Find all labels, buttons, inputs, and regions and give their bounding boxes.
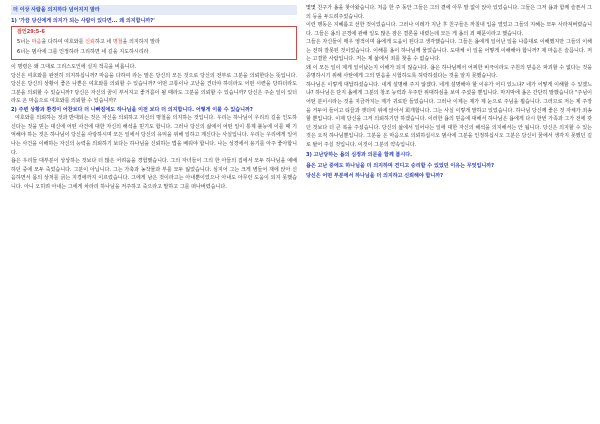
highlight-word: 신뢰 <box>85 39 95 45</box>
left-column <box>11 4 297 191</box>
paragraph: 당신은 여호와를 완전히 의지하십니까? 마음을 다하여 라는 말은 당신의 모든 것으로 당신의 전부로 그분을 의뢰한다는 뜻입니다. 당신은 당신의 상황이 좋은 나쁜은 여호와를 의뢰할 수 있습니까? 어떤 고통이나 고난을 견더야 하더라도 어떤 시련을 당하더라도 그분을 의뢰할 수 있습니까? 당신은 자신의 꿈이 부서지고 좋거름이 될 때라도 그분을 의뢰할 수 있습니까? 당신은 주순 일이 있더라도 온 마음으로 여호와를 의뢰할 수 있습니까? <box>11 72 297 105</box>
verse-reference: 잠언29:5-6 <box>17 29 45 36</box>
verse-box <box>11 26 297 60</box>
highlight-word: 명철 <box>112 39 123 45</box>
question-4: 욥은 고난 중에도 하나님을 더 의지하며 견디고 승리할 수 있었던 이유는 무엇입니까? <box>306 162 495 169</box>
paragraph: 욥은 우리들 대부분이 상상하는 것보다 더 많은 어려움을 경험했습니다. 그의 자녀들이 그의 한 아들의 집에서 모두 하나님을 예배하던 중에 모두 죽었습니다. 그분이 아닙니다. 그는 가축과 농작물과 부를 모두 잃었습니다. 심지어 그는 크게 병들어 재에 앉아 신음하면서 몸의 상처를 긁는 지경에까지 이르렀습니다. 그에게 남은 것이라고는 아내뿐이었으나 아내도 아무런 도움이 되지 못했습니다. 아니 오히려 아내는 그에게 차라리 하나님을 저주하고 죽으라고 말하고 그를 떠나버렸습니다. <box>11 158 297 190</box>
verse-line-1: 5너는 마음을 다하여 여호와를 신뢰하고 네 명철을 의지하지 말라 <box>17 39 160 45</box>
paragraph: 이런 행동은 지혜롭고 선한 것이었습니다. 그러나 이레가 지난 후 친구들은 까칠내 입을 열었고 그들의 지혜는 모두 사라져버렸습니다. 그들은 욥의 곤경에 관해 일도 많은 잠은 결론을 내렸는데 모든 게 욥의 죄 때문이라고 했습니다. <box>306 22 592 37</box>
paragraph: 몇몇 친구가 욥을 찾아왔습니다. 처음 한 주 동안 그들은 그의 곁에 아무 말 없이 앉아 있었습니다. 그들은 그저 욥과 함께 슬픈서 그의 등을 두드려주었습니다. <box>306 5 592 20</box>
section-title: 더 이상 사람을 의지하다 넘어지지 말라 <box>11 5 297 15</box>
question-5: 당신은 어떤 부분에서 하나님을 더 의지하고 신뢰해야 합니까? <box>306 173 444 180</box>
paragraph: 여호와를 의뢰하는 것과 반대되는 것은 자신을 의뢰하고 자신의 명철을 의지하는 것입니다. 우리는 하나님이 우리의 길을 인도하신다는 것을 믿는 대신에 어떤 사건에 대한 자신의 해석을 믿기도 합니다. 그러나 당신의 삶에서 어떤 일이 통제 불능에 이를 때 기억해야 하는 것은 하나님이 당신을 사랑하시며 모든 일에서 당신의 유익을 위해 일하고 계신다는 사실입니다. 우리는 우리에게 일어나는 사건을 이해하는 자신의 능력을 의뢰하기 보다는 하나님을 신뢰하는 법을 배워야 합니다. 나는 성경에서 용기를 아주 좋아합니다. <box>11 115 297 156</box>
highlight-word: 마음 <box>31 39 42 45</box>
question-3: 3) 고난당하는 욥의 심정과 의문을 함께 봅시다. <box>306 152 413 159</box>
verse-line-2: 6너는 범사에 그를 인정하라 그리하면 네 길을 지도하시리라 <box>17 48 149 55</box>
paragraph: 왜 이 모든 일이 제게 일어났는지 이해가 되지 않습니다. 욥은 하나님께서 어찌한 비극이라도 구원의 믿음은 파괴할 수 없다는 것을 증명하시기 위해 사탄에게 그의 믿음을 시험하도록 허락하셨다는 것을 알지 못했습니다. <box>306 64 592 80</box>
question-1: 1) '가끔 당신에게 의지가 되는 사람이 있다면... 왜 의지합니까?' <box>11 18 155 24</box>
question-2: 2) 주변 상황과 환경이 어찬보다 더 나빠짐에도 하나님을 이전 보다 더 의지합니다. 어떻게 이룰 수 있습니까? <box>11 106 253 113</box>
paragraph: 하나님은 이렇게 대답하셨습니다. 내게 설명해 주지 않겠다. 네게 설명해야 할 이유가 어디 있느냐? 네가 어떻게 이해할 수 있겠느냐? 하나님은 단지 욥에게 그분의 창조 능력과 우주만 위대하심을 보여 주셨을 뿐입니다. 마지막에 욥은 간단히 말했습니다 "주님이 어떤 분이시라는 것을 지금까지는 제가 귀로만 들었습니다. 그러나 이제는 제가 제 눈으로 주님을 뵙습니다. 그러므로 저는 제 주장을 거두어 들이고 티끌과 잿더미 위에 앉아서 회개합니다. 그는 사실 이렇게 말하고 있었습니다. 하나님 당신께 좋은 것 자체가 죄송할 뿐입니다. 이제 당신을 그저 의뢰하기만 하겠습니다. 이러한 욥의 믿음에 대해서 하나님은 욥에게 다시 한번 가족과 그가 전에 갖던 것보다 더 큰 복을 주셨습니다. 당신의 삶에서 일어나는 일에 대한 자신의 해석을 의지해서는 안 됩니다. 당신은 의지할 수 있는 것은 오직 하나님뿐입니다. 그분을 온 마음으로 의뢰하십시오 범사에 그분을 인정하십시오 그분은 당신이 꿈에서 생각지 못했던 길로 탈어 주실 것입니다. 이것이 그분의 약속입니다. <box>306 81 592 148</box>
paragraph: 이 명령은 왜 그대로 그리스도인에 실지 적곡을 비롭니다. <box>11 64 136 71</box>
paragraph: 그들은 자신들이 매우 영적이며 욥에게 도움이 된다고 생각했습니다. 그들은 욥에게 일어난 일을 나름대로 이해했지만 그들의 이해는 전혀 잘못된 것이었습니다. 이해를 욥이 하나님께 물었습니다. 도대체 이 일을 어떻게 이해해야 합니까? 제 마음은 슬픔니다. 저는 고결한 사람입니다. 저는 제 삶에서 죄를 찾을 수 없습니다. <box>306 39 592 63</box>
right-column <box>306 4 592 181</box>
